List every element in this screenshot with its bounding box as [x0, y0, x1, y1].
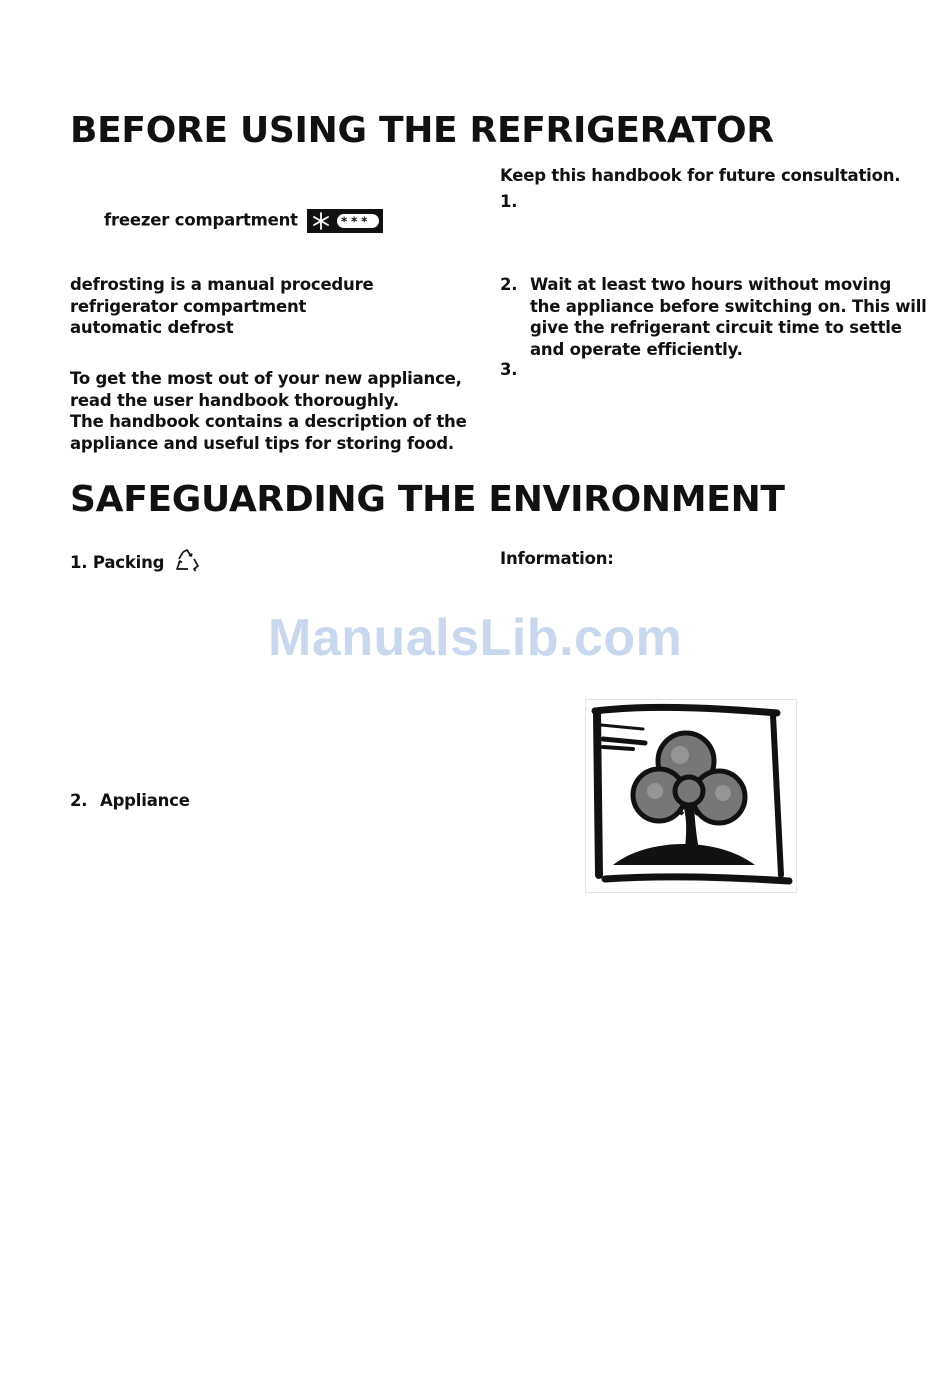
tree-environment-icon — [585, 699, 797, 893]
intro-paragraph — [70, 368, 467, 454]
intro-line: To get the most out of your new appliance, — [70, 369, 462, 388]
step-2-line: and operate efficiently. — [530, 339, 743, 359]
defrost-info — [70, 274, 374, 339]
intro-line: appliance and useful tips for storing food. — [70, 433, 454, 453]
page-title: BEFORE USING THE REFRIGERATOR — [70, 110, 774, 151]
step-2-line: give the refrigerant circuit time to settle — [530, 318, 902, 337]
step-2-number: 2. — [500, 275, 518, 294]
packing-label: 1. Packing — [70, 553, 165, 572]
intro-line: read the user handbook thoroughly. — [70, 390, 399, 410]
intro-line: The handbook contains a description of the — [70, 412, 467, 431]
appliance-number: 2. — [70, 791, 88, 810]
appliance-row — [70, 790, 950, 812]
defrost-line: defrosting is a manual procedure — [70, 275, 374, 294]
defrost-line: automatic defrost — [70, 318, 234, 337]
section-title-environment: SAFEGUARDING THE ENVIRONMENT — [70, 479, 785, 520]
appliance-label: Appliance — [100, 791, 190, 810]
keep-handbook-text: Keep this handbook for future consultation. — [500, 166, 901, 185]
svg-text:* * *: * * * — [341, 214, 368, 229]
step-2 — [500, 274, 950, 360]
defrost-line: refrigerator compartment — [70, 296, 307, 316]
freezer-compartment-row — [104, 209, 383, 233]
watermark: ManualsLib.com — [268, 609, 683, 667]
step-2-line: Wait at least two hours without moving — [530, 275, 892, 294]
freezer-compartment-label: freezer compartment — [104, 210, 298, 230]
freezer-star-rating-icon — [307, 209, 383, 233]
step-1-number: 1. — [500, 192, 518, 211]
information-label: Information: — [500, 549, 614, 568]
step-3-number: 3. — [500, 360, 518, 379]
step-2-line: the appliance before switching on. This will — [530, 296, 927, 316]
packing-row — [70, 548, 200, 578]
recycle-icon — [174, 548, 200, 578]
